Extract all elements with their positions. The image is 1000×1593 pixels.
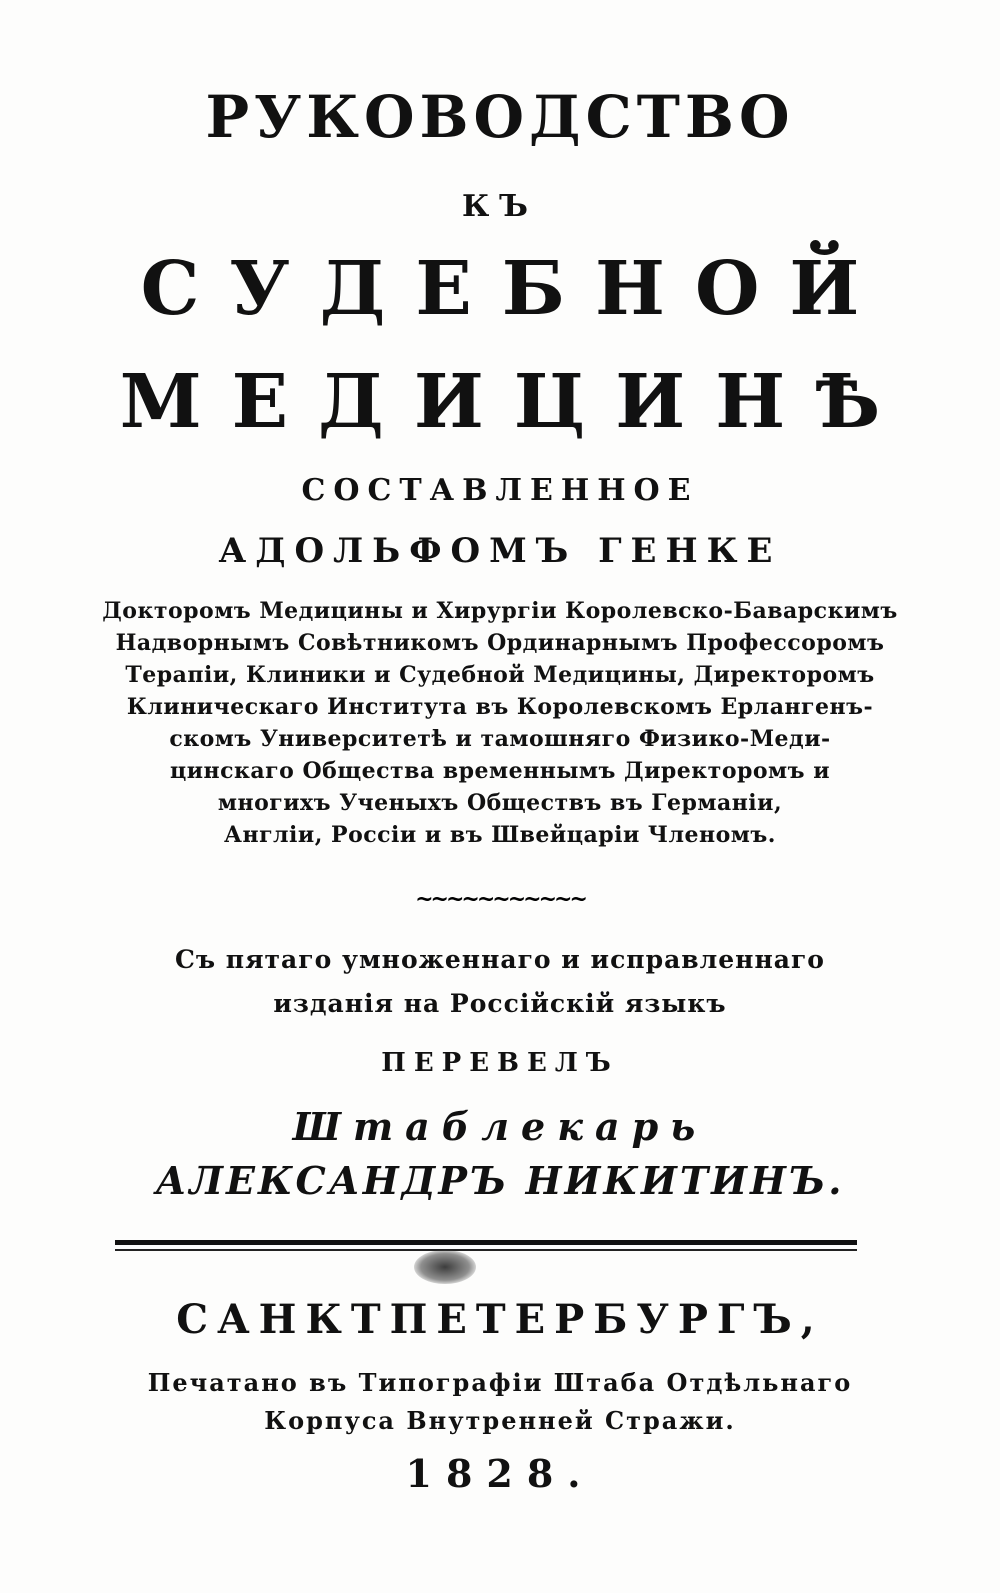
translated-label: ПЕРЕВЕЛЪ — [381, 1048, 619, 1078]
credentials-line: Клиническаго Института въ Королевскомъ Ерлангенъ- — [126, 694, 874, 720]
printer-imprint — [80, 1364, 920, 1440]
horizontal-rule-thin — [115, 1249, 857, 1251]
translator-name: АЛЕКСАНДРЪ НИКИТИНЪ. — [155, 1158, 845, 1203]
imprint-city: САНКТПЕТЕРБУРГЪ, — [176, 1296, 824, 1343]
credentials-line: цинскаго Общества временнымъ Директоромъ и — [169, 758, 831, 784]
translator-rank: Штаблекарь — [292, 1104, 708, 1149]
edition-line: Съ пятаго умноженнаго и исправленнаго — [175, 945, 825, 974]
author-credentials — [90, 595, 910, 851]
edition-line: изданія на Россійскій языкъ — [273, 989, 727, 1018]
credentials-line: многихъ Ученыхъ Обществъ въ Германіи, — [217, 790, 783, 816]
credentials-line: Англіи, Россіи и въ Швейцаріи Членомъ. — [224, 822, 776, 848]
title-line-1: РУКОВОДСТВО — [205, 83, 795, 151]
ink-stain — [414, 1250, 476, 1284]
author-name: АДОЛЬФОМЪ ГЕНКЕ — [218, 531, 782, 571]
publication-year: 1828. — [405, 1451, 595, 1496]
credentials-line: Надворнымъ Совѣтникомъ Ординарнымъ Профессоромъ — [115, 630, 885, 656]
title-line-3: СУДЕБНОЙ — [140, 246, 890, 332]
title-line-2: КЪ — [462, 189, 538, 224]
credentials-line: Докторомъ Медицины и Хирургіи Королевско-Баварскимъ — [102, 598, 898, 624]
ornament-divider: ~~~~~~~~~~~ — [415, 886, 585, 912]
edition-note — [80, 938, 920, 1026]
credentials-line: скомъ Университетѣ и тамошняго Физико-Меди- — [169, 726, 831, 752]
printer-line: Корпуса Внутренней Стражи. — [264, 1406, 736, 1435]
title-line-4: МЕДИЦИНѢ — [119, 359, 911, 445]
credentials-line: Терапіи, Клиники и Судебной Медицины, Директоромъ — [125, 662, 875, 688]
printer-line: Печатано въ Типографіи Штаба Отдѣльнаго — [147, 1368, 853, 1397]
horizontal-rule — [115, 1240, 857, 1245]
composed-label: СОСТАВЛЕННОЕ — [301, 473, 699, 508]
